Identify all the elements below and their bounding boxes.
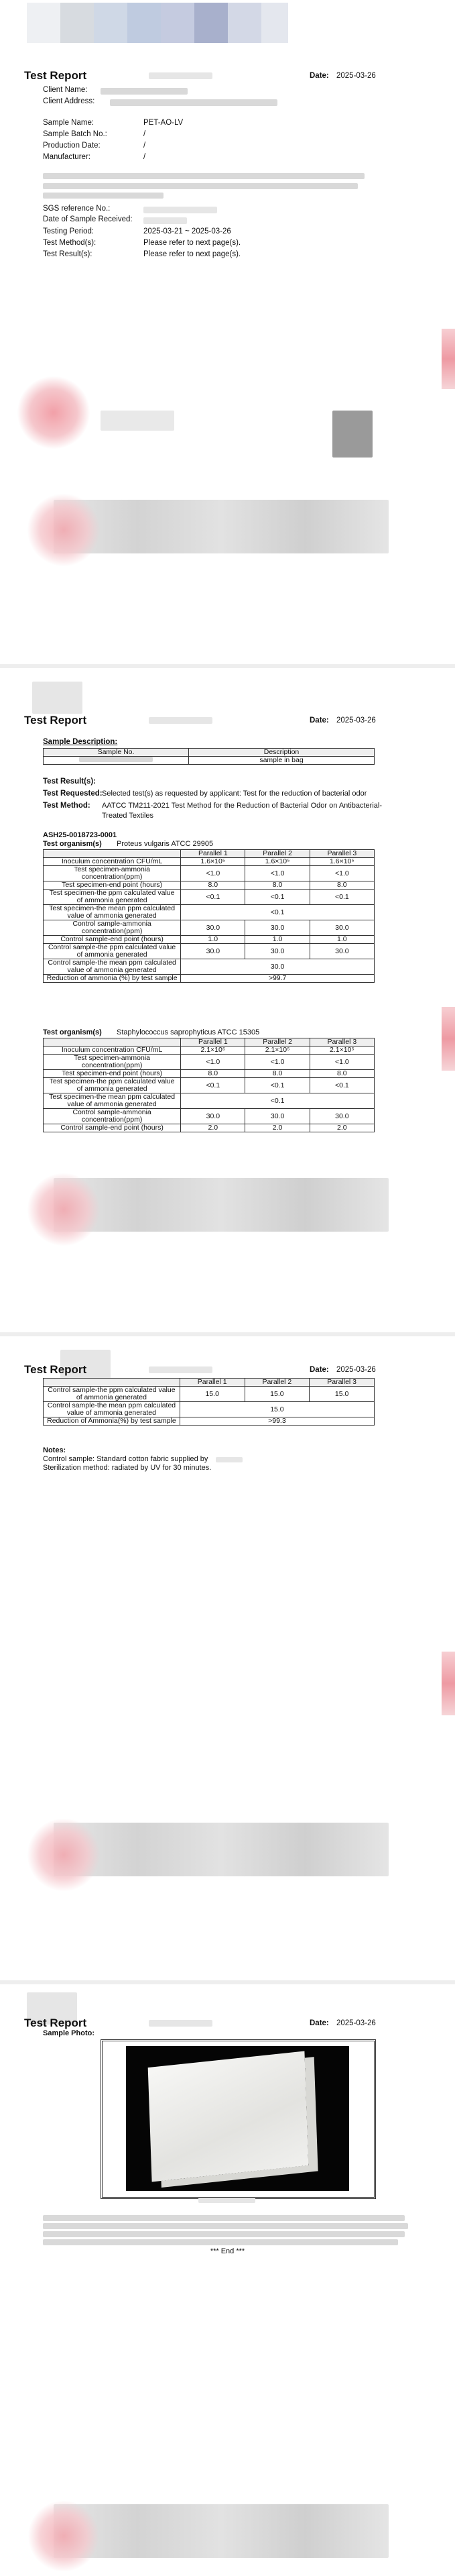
table-cell: 15.0 (180, 1402, 374, 1417)
table-cell: 30.0 (245, 920, 310, 936)
footer-redacted (54, 500, 389, 553)
test-method-label: Test Method: (43, 802, 90, 810)
field-label: SGS reference No.: (43, 205, 111, 213)
table-cell: >99.7 (181, 975, 375, 983)
reference-number: ASH25-0018723-0001 (43, 831, 117, 839)
attention-redacted (43, 2223, 408, 2229)
field-label: Sample Batch No.: (43, 130, 107, 138)
report-number-redacted (149, 2020, 212, 2027)
field-label: Manufacturer: (43, 153, 90, 161)
table-cell: <1.0 (310, 1055, 374, 1070)
sample-no-cell (44, 757, 189, 765)
field-label: Testing Period: (43, 227, 94, 235)
official-seal (17, 376, 90, 449)
table-cell: 1.6×10⁵ (310, 858, 374, 866)
table-row (44, 1387, 375, 1402)
field-label: Date of Sample Received: (43, 215, 133, 223)
header-cell: Parallel 1 (180, 1379, 245, 1387)
table-cell: 8.0 (310, 881, 374, 890)
field-value: / (143, 142, 146, 150)
table-row (44, 858, 375, 866)
table-cell: Control sample-the mean ppm calculated value of ammonia generated (44, 1402, 180, 1417)
table-cell: 1.6×10⁵ (181, 858, 245, 866)
field-label: Client Name: (43, 86, 88, 94)
sample-no-header: Sample No. (44, 749, 189, 757)
header-cell (44, 1038, 181, 1046)
table-cell: Inoculum concentration CFU/mL (44, 1046, 181, 1055)
table-row (44, 975, 375, 983)
table-cell: 30.0 (310, 1109, 374, 1124)
table-cell: <0.1 (245, 890, 310, 905)
table-cell: Control sample-the mean ppm calculated value of ammonia generated (44, 959, 181, 975)
field-value: / (143, 153, 146, 161)
table-row (44, 866, 375, 881)
date-label: Date: (310, 1366, 329, 1374)
organism-label: Test organism(s) (43, 1028, 102, 1036)
table-cell: <0.1 (181, 1093, 375, 1109)
table-cell: 8.0 (181, 881, 245, 890)
redacted-line (43, 193, 164, 199)
table-cell: Test specimen-ammonia concentration(ppm) (44, 866, 181, 881)
header-cell (44, 1379, 180, 1387)
field-value: 2025-03-21 ~ 2025-03-26 (143, 227, 231, 235)
table-cell: Test specimen-the mean ppm calculated value of ammonia generated (44, 1093, 181, 1109)
table-row (44, 920, 375, 936)
date-label: Date: (310, 72, 329, 80)
field-label: Production Date: (43, 142, 101, 150)
date-label: Date: (310, 2019, 329, 2027)
report-page-2 (0, 668, 455, 1332)
table-cell: 15.0 (245, 1387, 310, 1402)
table-cell: 30.0 (310, 944, 374, 959)
attention-redacted (43, 2239, 398, 2245)
table-cell: <1.0 (181, 1055, 245, 1070)
stamp-edge (442, 1652, 455, 1715)
notes-label: Notes: (43, 1446, 66, 1454)
table-cell: <1.0 (310, 866, 374, 881)
test-method-value-2: Treated Textiles (102, 812, 154, 820)
footer-stamp (27, 1173, 101, 1246)
sgs-ref-redacted (143, 207, 217, 213)
footer-redacted (54, 1178, 389, 1232)
footer-redacted (54, 2504, 389, 2558)
field-label: Test Result(s): (43, 250, 92, 258)
table-cell: 30.0 (181, 959, 375, 975)
header-logo-redacted (32, 682, 82, 714)
table-row (44, 1046, 375, 1055)
table-cell: 30.0 (245, 944, 310, 959)
table-cell: <0.1 (310, 1078, 374, 1093)
report-number-redacted (149, 1366, 212, 1373)
table-cell: 30.0 (181, 944, 245, 959)
header-cell (44, 850, 181, 858)
field-label: Test Method(s): (43, 239, 96, 247)
report-number-redacted (149, 717, 212, 724)
table-cell: 2.1×10⁵ (245, 1046, 310, 1055)
test-method-value-1: AATCC TM211-2021 Test Method for the Reduction of Bacterial Odor on Antibacterial- (102, 802, 383, 810)
table-cell: <0.1 (245, 1078, 310, 1093)
table-cell: 30.0 (245, 1109, 310, 1124)
report-title: Test Report (24, 714, 87, 727)
photo-caption-redacted (198, 2198, 255, 2203)
report-title: Test Report (24, 69, 87, 82)
table-cell: Test specimen-the ppm calculated value of ammonia generated (44, 1078, 181, 1093)
table-cell: <0.1 (310, 890, 374, 905)
attention-redacted (43, 2215, 405, 2221)
date-value: 2025-03-26 (336, 2019, 376, 2027)
header-cell: Parallel 3 (310, 1038, 374, 1046)
table-row (44, 1070, 375, 1078)
table-cell: 2.1×10⁵ (310, 1046, 374, 1055)
organism-label: Test organism(s) (43, 840, 102, 848)
test-results-label: Test Result(s): (43, 777, 96, 786)
table-cell: Control sample-end point (hours) (44, 1124, 181, 1132)
header-cell: Parallel 1 (181, 1038, 245, 1046)
header-color-strip (27, 3, 288, 43)
redacted-line (43, 173, 365, 179)
description-cell: sample in bag (189, 757, 375, 765)
table-cell: 2.0 (310, 1124, 374, 1132)
stamp-edge (442, 1007, 455, 1071)
field-value: Please refer to next page(s). (143, 239, 241, 247)
table-cell: <0.1 (181, 890, 245, 905)
table-cell: 30.0 (181, 920, 245, 936)
client-name-redacted (101, 88, 188, 95)
signature-redacted (101, 411, 174, 431)
table-row (44, 1078, 375, 1093)
organism-value: Proteus vulgaris ATCC 29905 (117, 840, 214, 848)
footer-stamp (27, 2501, 101, 2571)
table-cell: Test specimen-end point (hours) (44, 881, 181, 890)
results-table-3 (43, 1378, 375, 1426)
footer-redacted (54, 1823, 389, 1876)
table-cell: 15.0 (180, 1387, 245, 1402)
table-cell: Control sample-ammonia concentration(ppm) (44, 920, 181, 936)
table-cell: Test specimen-the ppm calculated value of ammonia generated (44, 890, 181, 905)
table-cell: 15.0 (310, 1387, 375, 1402)
table-row (44, 944, 375, 959)
header-cell: Parallel 2 (245, 1038, 310, 1046)
sample-photo (126, 2046, 349, 2191)
sample-table (43, 748, 375, 765)
table-row (44, 959, 375, 975)
table-cell: 2.0 (245, 1124, 310, 1132)
results-table-2 (43, 1038, 375, 1132)
table-cell: Test specimen-ammonia concentration(ppm) (44, 1055, 181, 1070)
table-cell: 1.0 (181, 936, 245, 944)
field-label: Sample Name: (43, 119, 94, 127)
table-row (44, 1417, 375, 1426)
stamp-edge (442, 329, 455, 389)
table-cell: Test specimen-the mean ppm calculated value of ammonia generated (44, 905, 181, 920)
table-cell: 8.0 (245, 1070, 310, 1078)
results-table-1 (43, 849, 375, 983)
table-row (44, 936, 375, 944)
table-cell: 2.0 (181, 1124, 245, 1132)
date-received-redacted (143, 217, 187, 224)
table-cell: <1.0 (245, 1055, 310, 1070)
date-value: 2025-03-26 (336, 72, 376, 80)
table-row (44, 1402, 375, 1417)
table-cell: 8.0 (181, 1070, 245, 1078)
table-row (44, 905, 375, 920)
table-cell: Control sample-the ppm calculated value of ammonia generated (44, 944, 181, 959)
sample-photo-label: Sample Photo: (43, 2029, 95, 2037)
table-cell: Test specimen-end point (hours) (44, 1070, 181, 1078)
table-cell: 2.1×10⁵ (181, 1046, 245, 1055)
qr-code-redacted (332, 411, 373, 458)
table-row (44, 1093, 375, 1109)
table-cell: <0.1 (181, 905, 375, 920)
table-row (44, 881, 375, 890)
date-label: Date: (310, 716, 329, 724)
table-cell: Control sample-the ppm calculated value of ammonia generated (44, 1387, 180, 1402)
header-cell: Parallel 1 (181, 850, 245, 858)
report-title: Test Report (24, 1363, 87, 1376)
test-requested-label: Test Requested: (43, 790, 103, 798)
header-cell: Parallel 2 (245, 1379, 310, 1387)
note-control-sample: Control sample: Standard cotton fabric supplied by (43, 1455, 208, 1463)
description-header: Description (189, 749, 375, 757)
footer-stamp (27, 493, 101, 567)
table-cell: Control sample-ammonia concentration(ppm) (44, 1109, 181, 1124)
test-requested-value: Selected test(s) as requested by applicant: Test for the reduction of bacterial odor (102, 790, 367, 798)
field-value: / (143, 130, 146, 138)
attention-redacted (43, 2231, 405, 2237)
report-page-3 (0, 1336, 455, 1980)
table-cell: >99.3 (180, 1417, 374, 1426)
table-cell: 1.0 (310, 936, 374, 944)
header-cell: Parallel 2 (245, 850, 310, 858)
sample-description-label: Sample Description: (43, 738, 118, 746)
report-page-1 (0, 0, 455, 664)
table-cell: 1.0 (245, 936, 310, 944)
table-cell: <1.0 (181, 866, 245, 881)
table-cell: Inoculum concentration CFU/mL (44, 858, 181, 866)
table-row (44, 1055, 375, 1070)
header-cell: Parallel 3 (310, 1379, 375, 1387)
supplier-redacted (216, 1457, 243, 1462)
report-page-4 (0, 1984, 455, 2576)
table-cell: Reduction of ammonia (%) by test sample (44, 975, 181, 983)
redacted-line (43, 183, 358, 189)
field-value: Please refer to next page(s). (143, 250, 241, 258)
table-cell: Reduction of Ammonia(%) by test sample (44, 1417, 180, 1426)
header-cell: Parallel 3 (310, 850, 374, 858)
table-cell: 1.6×10⁵ (245, 858, 310, 866)
table-row (44, 1109, 375, 1124)
field-label: Client Address: (43, 97, 95, 105)
field-value: PET-AO-LV (143, 119, 184, 127)
table-cell: 30.0 (181, 1109, 245, 1124)
table-cell: 8.0 (245, 881, 310, 890)
report-title: Test Report (24, 2017, 87, 2029)
date-value: 2025-03-26 (336, 1366, 376, 1374)
fabric-sample (148, 2051, 309, 2182)
table-cell: <1.0 (245, 866, 310, 881)
end-marker: *** End *** (210, 2247, 245, 2255)
note-sterilization: Sterilization method: radiated by UV for 30 minutes. (43, 1464, 212, 1472)
table-cell: Control sample-end point (hours) (44, 936, 181, 944)
footer-stamp (27, 1818, 101, 1892)
table-cell: 30.0 (310, 920, 374, 936)
table-cell: 8.0 (310, 1070, 374, 1078)
table-row (44, 1124, 375, 1132)
photo-frame (101, 2039, 376, 2199)
organism-value: Staphylococcus saprophyticus ATCC 15305 (117, 1028, 260, 1036)
client-address-redacted (110, 99, 277, 106)
date-value: 2025-03-26 (336, 716, 376, 724)
table-cell: <0.1 (181, 1078, 245, 1093)
report-number-redacted (149, 72, 212, 79)
table-row (44, 890, 375, 905)
